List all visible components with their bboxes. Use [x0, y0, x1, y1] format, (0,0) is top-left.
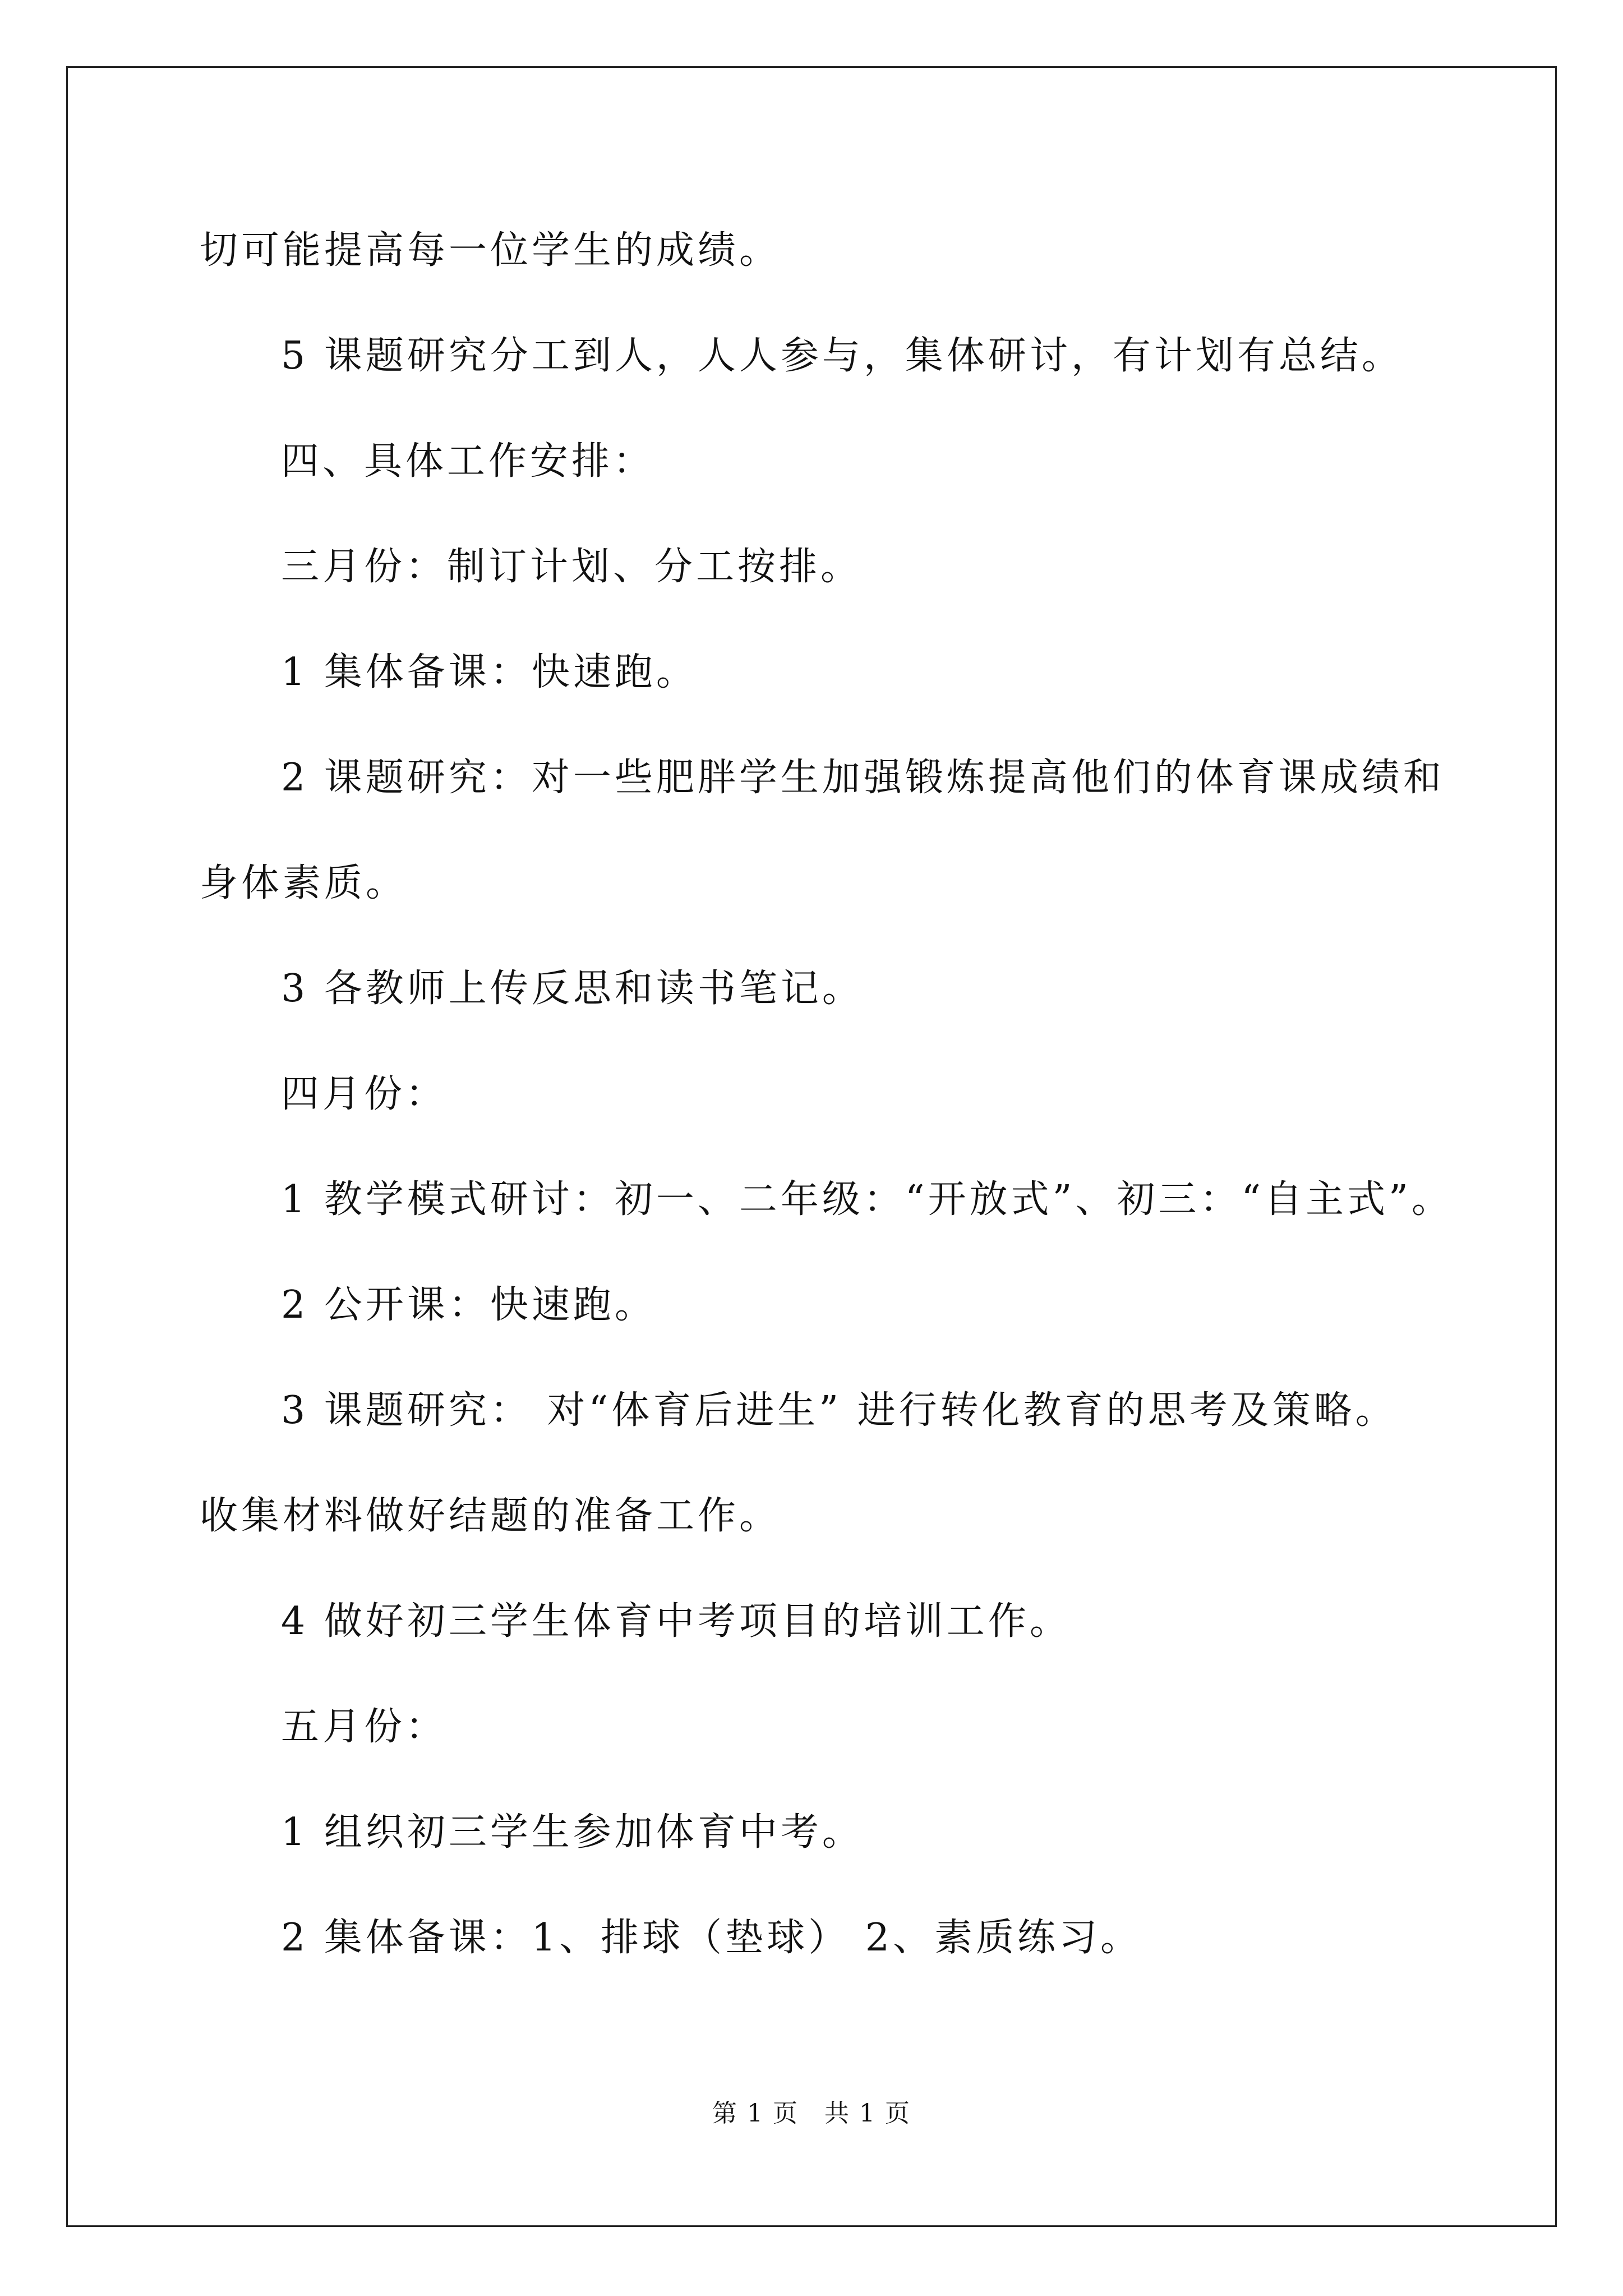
- text-line: 4 做好初三学生体育中考项目的培训工作。: [281, 1599, 1071, 1644]
- text-line: 3 课题研究： 对“体育后进生” 进行转化教育的思考及策略。: [281, 1388, 1397, 1433]
- month-heading: 五月份：: [281, 1705, 448, 1749]
- month-heading: 四月份：: [281, 1072, 448, 1116]
- section-heading: 四、具体工作安排：: [281, 439, 655, 484]
- page-footer: 第 1 页 共 1 页: [712, 2099, 911, 2128]
- text-line: 身体素质。: [200, 861, 408, 905]
- text-line: 2 集体备课：1、排球（垫球） 2、素质练习。: [281, 1916, 1142, 1960]
- text-line: 2 课题研究：对一些肥胖学生加强锻炼提高他们的体育课成绩和: [281, 756, 1445, 800]
- text-line: 5 课题研究分工到人，人人参与，集体研讨，有计划有总结。: [281, 334, 1403, 378]
- text-line: 1 教学模式研讨：初一、二年级：“开放式”、初三：“自主式”。: [281, 1177, 1453, 1222]
- text-line: 三月份：制订计划、分工按排。: [281, 545, 863, 589]
- text-line: 收集材料做好结题的准备工作。: [200, 1494, 781, 1538]
- text-line: 2 公开课：快速跑。: [281, 1283, 656, 1327]
- text-line: 3 各教师上传反思和读书笔记。: [281, 967, 864, 1011]
- text-line: 1 组织初三学生参加体育中考。: [281, 1810, 864, 1855]
- page-border: [66, 66, 1557, 2227]
- text-line: 切可能提高每一位学生的成绩。: [200, 228, 781, 273]
- text-line: 1 集体备课：快速跑。: [281, 650, 698, 694]
